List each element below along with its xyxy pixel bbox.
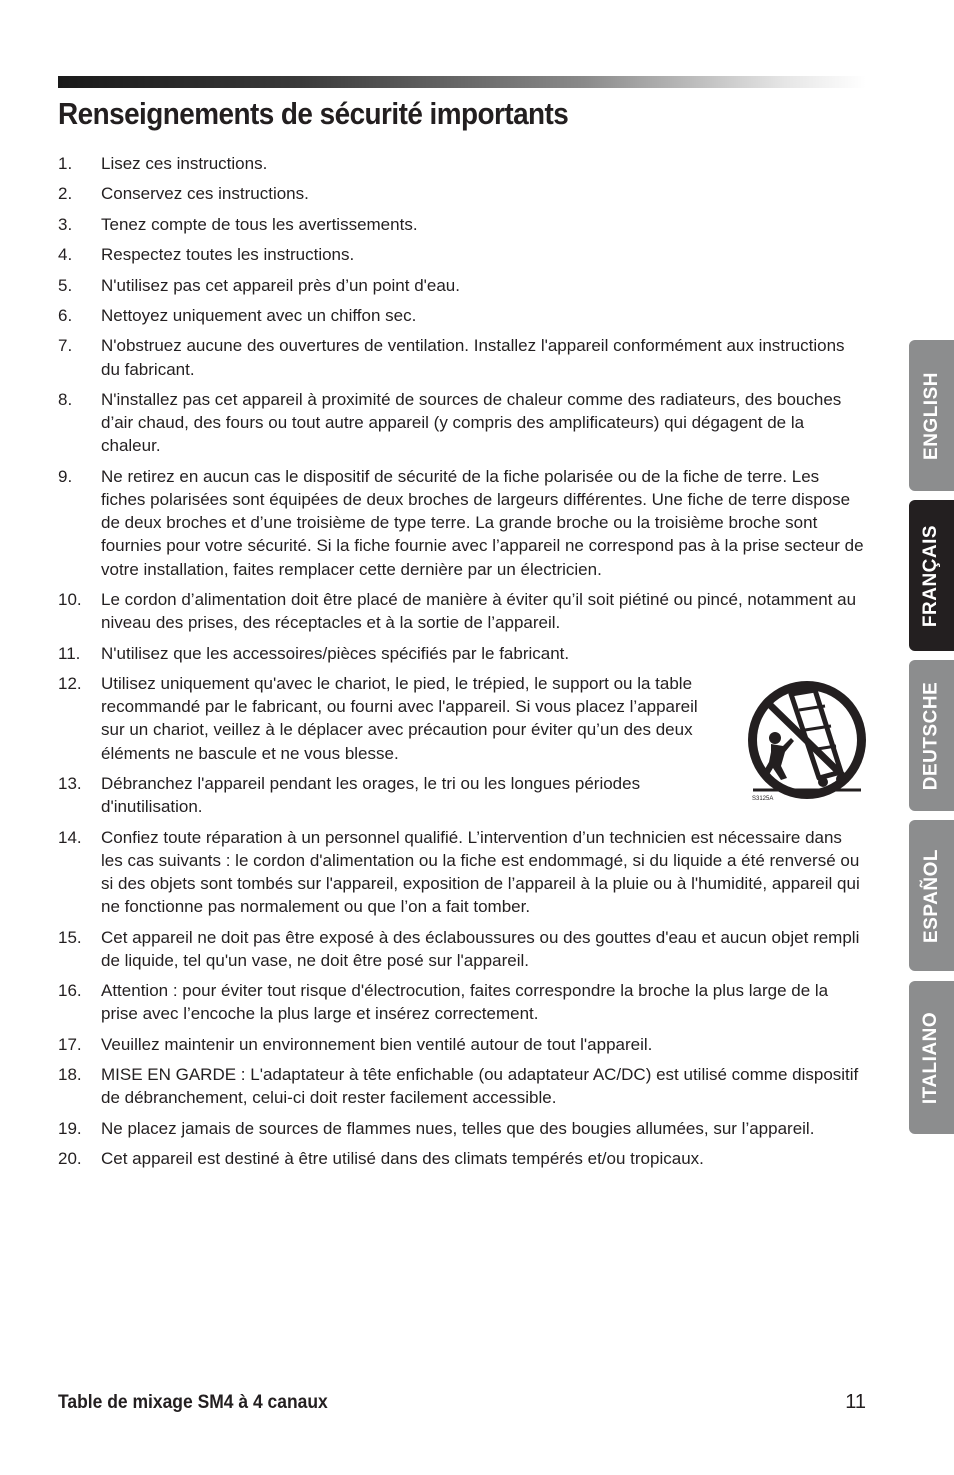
item-text: Confiez toute réparation à un personnel qualifié. L’intervention d’un technicien est nécessaire dans les cas suivants : le cordon d'alimentation ou la fiche est endommagé, si du liquide a été renversé ou si des objets sont tombés sur l'appareil, exposition de l’appareil à la pluie ou à l'humidité, appareil qui ne fonctionne pas normalement ou que l’on a fait tomber.: [101, 827, 860, 917]
item-number: 16.: [58, 981, 82, 1001]
item-text: Nettoyez uniquement avec un chiffon sec.: [101, 305, 417, 325]
tab-espanol[interactable]: [909, 820, 954, 971]
item-text: Utilisez uniquement qu'avec le chariot, le pied, le trépied, le support ou la table recommandé par le fabricant, ou fourni avec l'appareil. Si vous placez l’appareil sur un chariot, veillez à le déplacer avec précaution pour éviter qu’un des deux éléments ne bascule et ne vous blesse.: [101, 673, 698, 763]
item-number: 9.: [58, 466, 73, 486]
list-item: [58, 334, 868, 380]
item-number: 7.: [58, 336, 73, 356]
item-text: Débranchez l'appareil pendant les orages, le tri ou les longues périodes d'inutilisation.: [101, 773, 641, 817]
tab-label: FRANÇAIS: [920, 524, 942, 627]
header-gradient-bar: [58, 76, 866, 88]
list-item: [58, 152, 868, 175]
safety-instructions-list: [58, 152, 868, 1177]
list-item: [58, 826, 868, 919]
item-number: 2.: [58, 184, 73, 204]
item-text: Veuillez maintenir un environnement bien ventilé autour de tout l'appareil.: [101, 1034, 653, 1054]
item-text: Le cordon d’alimentation doit être placé de manière à éviter qu’il soit piétiné ou pincé, notamment au niveau des prises, des réceptacles et à la sortie de l’appareil.: [101, 589, 857, 633]
list-item: [58, 1033, 868, 1056]
tab-deutsche[interactable]: [909, 660, 954, 811]
list-item: [58, 465, 868, 581]
item-text: Attention : pour éviter tout risque d'électrocution, faites correspondre la broche la plus large de la prise avec l’encoche la plus large et insérez correctement.: [101, 981, 829, 1024]
item-number: 13.: [58, 773, 82, 793]
tab-label: ESPAÑOL: [920, 848, 942, 943]
tab-label: ENGLISH: [920, 371, 942, 460]
item-number: 4.: [58, 245, 73, 265]
item-number: 17.: [58, 1034, 82, 1054]
item-text: N'obstruez aucune des ouvertures de ventilation. Installez l'appareil conformément aux instructions du fabricant.: [101, 336, 845, 379]
item-number: 15.: [58, 927, 82, 947]
cart-tipover-warning-icon: [745, 680, 869, 804]
item-text: N'utilisez que les accessoires/pièces spécifiés par le fabricant.: [101, 643, 570, 663]
list-item: [58, 274, 868, 297]
page-number: 11: [845, 1391, 866, 1413]
item-text: Conservez ces instructions.: [101, 184, 309, 204]
item-number: 3.: [58, 214, 73, 234]
item-text: N'utilisez pas cet appareil près d’un point d'eau.: [101, 275, 460, 295]
item-number: 10.: [58, 589, 82, 609]
item-number: 20.: [58, 1149, 82, 1169]
item-text: MISE EN GARDE : L'adaptateur à tête enfichable (ou adaptateur AC/DC) est utilisé comme dispositif de débranchement, celui-ci doit rester facilement accessible.: [101, 1065, 859, 1108]
list-item: [58, 304, 868, 327]
item-number: 19.: [58, 1118, 82, 1138]
tab-italiano[interactable]: [909, 981, 954, 1134]
list-item: [58, 182, 868, 205]
list-item: [58, 1063, 868, 1109]
list-item: [58, 388, 868, 458]
item-text: Tenez compte de tous les avertissements.: [101, 214, 418, 234]
list-item: [58, 926, 868, 972]
tab-label: ITALIANO: [920, 1011, 942, 1104]
cart-icon-code: S3125A: [752, 796, 774, 802]
list-item: [58, 588, 868, 634]
item-number: 8.: [58, 389, 73, 409]
item-text: Ne placez jamais de sources de flammes nues, telles que des bougies allumées, sur l’appareil.: [101, 1118, 815, 1138]
list-item: [58, 1147, 868, 1170]
item-text: Respectez toutes les instructions.: [101, 245, 355, 265]
item-number: 14.: [58, 827, 82, 847]
tab-label: DEUTSCHE: [920, 681, 942, 790]
item-number: 18.: [58, 1065, 82, 1085]
item-text: Cet appareil ne doit pas être exposé à des éclaboussures ou des gouttes d'eau et aucun objet rempli de liquide, tel qu'un vase, ne doit être posé sur l'appareil.: [101, 927, 860, 970]
page-title: Renseignements de sécurité importants: [58, 96, 569, 131]
item-text: Cet appareil est destiné à être utilisé dans des climats tempérés et/ou tropicaux.: [101, 1149, 704, 1169]
list-item: [58, 1117, 868, 1140]
item-number: 12.: [58, 673, 82, 693]
item-number: 1.: [58, 154, 73, 173]
tab-english[interactable]: [909, 340, 954, 491]
item-text: Ne retirez en aucun cas le dispositif de sécurité de la fiche polarisée ou de la fiche de terre. Les fiches polarisées sont équipées de deux broches de largeurs différentes. Une fiche de terre dispose de deux broches et d’une troisième de type terre. La grande broche ou la troisième broche sont fournies pour votre sécurité. Si la fiche fournie avec l’appareil ne correspond pas à la prise secteur de votre installation, faites remplacer cette dernière par un électricien.: [101, 466, 864, 579]
item-number: 5.: [58, 275, 73, 295]
footer-product-title: Table de mixage SM4 à 4 canaux: [58, 1392, 328, 1413]
list-item: [58, 979, 868, 1025]
item-number: 11.: [58, 643, 81, 663]
list-item: [58, 213, 868, 236]
tab-francais[interactable]: [909, 500, 954, 651]
item-text: Lisez ces instructions.: [101, 154, 268, 173]
item-text: N'installez pas cet appareil à proximité de sources de chaleur comme des radiateurs, des bouches d’air chaud, des fours ou tout autre appareil (y compris des amplificateurs) qui dégagent de la chaleur.: [101, 389, 842, 456]
list-item: [58, 642, 868, 665]
item-number: 6.: [58, 305, 73, 325]
list-item: [58, 243, 868, 266]
